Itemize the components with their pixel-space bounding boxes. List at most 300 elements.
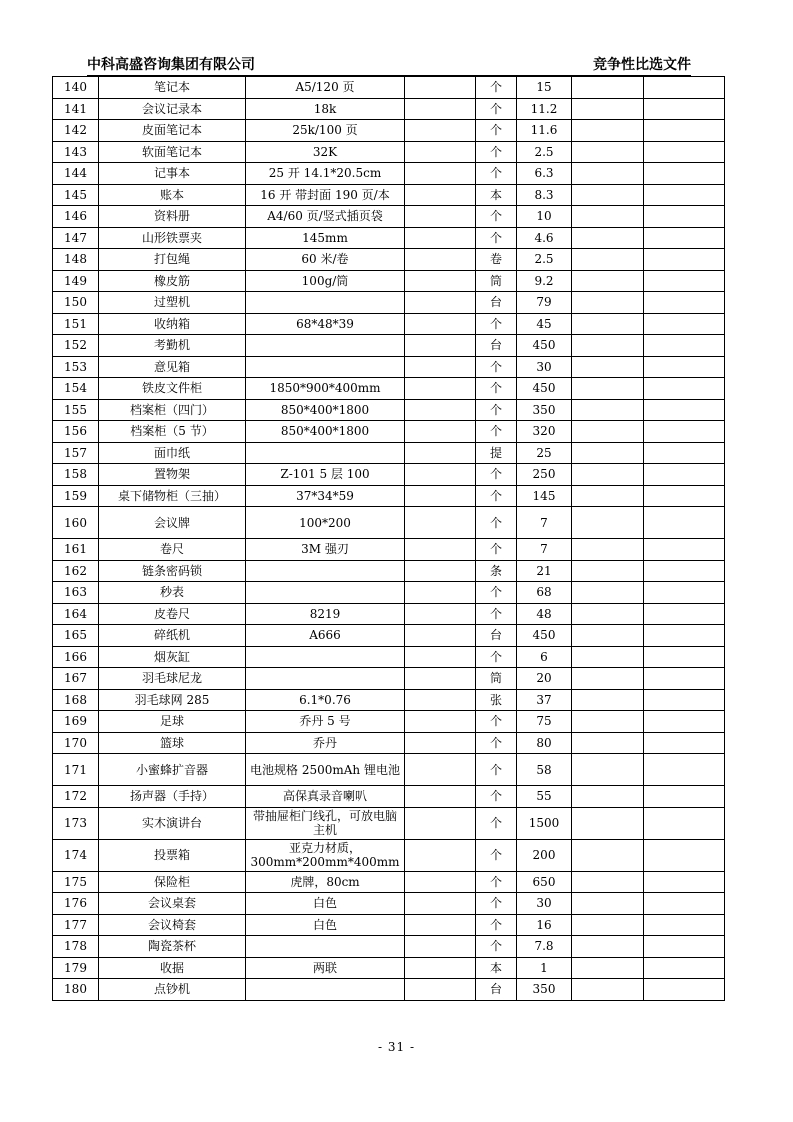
blank-cell <box>644 77 725 99</box>
blank-cell <box>572 582 644 604</box>
blank-cell <box>405 711 476 733</box>
blank-cell <box>405 120 476 142</box>
blank-cell <box>405 507 476 539</box>
item-name: 笔记本 <box>99 77 246 99</box>
item-price: 250 <box>517 464 572 486</box>
item-unit: 个 <box>476 807 517 839</box>
item-price: 200 <box>517 839 572 871</box>
blank-cell <box>405 98 476 120</box>
blank-cell <box>405 206 476 228</box>
item-price: 79 <box>517 292 572 314</box>
blank-cell <box>644 871 725 893</box>
blank-cell <box>644 313 725 335</box>
blank-cell <box>644 206 725 228</box>
item-price: 55 <box>517 786 572 808</box>
table-row <box>53 485 725 507</box>
item-unit: 台 <box>476 979 517 1001</box>
item-unit: 个 <box>476 754 517 786</box>
blank-cell <box>572 206 644 228</box>
item-name: 羽毛球尼龙 <box>99 668 246 690</box>
item-name: 意见箱 <box>99 356 246 378</box>
blank-cell <box>405 335 476 357</box>
blank-cell <box>644 356 725 378</box>
item-name: 收据 <box>99 957 246 979</box>
item-spec: 电池规格 2500mAh 锂电池 <box>246 754 405 786</box>
row-number: 144 <box>53 163 99 185</box>
table-row <box>53 292 725 314</box>
item-price: 75 <box>517 711 572 733</box>
row-number: 151 <box>53 313 99 335</box>
table-row <box>53 957 725 979</box>
blank-cell <box>405 292 476 314</box>
blank-cell <box>405 421 476 443</box>
row-number: 146 <box>53 206 99 228</box>
item-unit: 提 <box>476 442 517 464</box>
item-spec <box>246 442 405 464</box>
blank-cell <box>572 711 644 733</box>
blank-cell <box>644 732 725 754</box>
item-name: 卷尺 <box>99 539 246 561</box>
row-number: 176 <box>53 893 99 915</box>
blank-cell <box>405 839 476 871</box>
blank-cell <box>405 689 476 711</box>
item-name: 会议记录本 <box>99 98 246 120</box>
item-unit: 个 <box>476 539 517 561</box>
item-unit: 本 <box>476 957 517 979</box>
company-name: 中科高盛咨询集团有限公司 <box>87 57 255 73</box>
item-spec: 高保真录音喇叭 <box>246 786 405 808</box>
blank-cell <box>572 227 644 249</box>
item-price: 450 <box>517 625 572 647</box>
blank-cell <box>644 754 725 786</box>
item-spec: 6.1*0.76 <box>246 689 405 711</box>
item-unit: 个 <box>476 356 517 378</box>
item-name: 考勤机 <box>99 335 246 357</box>
item-price: 7 <box>517 539 572 561</box>
table-row <box>53 120 725 142</box>
item-spec: 虎牌，80cm <box>246 871 405 893</box>
item-name: 足球 <box>99 711 246 733</box>
item-spec: 145mm <box>246 227 405 249</box>
item-price: 30 <box>517 356 572 378</box>
blank-cell <box>572 378 644 400</box>
item-unit: 个 <box>476 120 517 142</box>
blank-cell <box>644 507 725 539</box>
table-row <box>53 356 725 378</box>
blank-cell <box>405 539 476 561</box>
blank-cell <box>572 668 644 690</box>
blank-cell <box>405 807 476 839</box>
blank-cell <box>644 292 725 314</box>
item-unit: 筒 <box>476 270 517 292</box>
item-unit: 台 <box>476 335 517 357</box>
item-spec: 白色 <box>246 914 405 936</box>
row-number: 157 <box>53 442 99 464</box>
blank-cell <box>644 582 725 604</box>
item-price: 11.6 <box>517 120 572 142</box>
blank-cell <box>644 539 725 561</box>
item-unit: 个 <box>476 313 517 335</box>
blank-cell <box>644 603 725 625</box>
blank-cell <box>572 625 644 647</box>
item-spec <box>246 646 405 668</box>
table-row <box>53 839 725 871</box>
row-number: 156 <box>53 421 99 443</box>
row-number: 170 <box>53 732 99 754</box>
blank-cell <box>405 249 476 271</box>
row-number: 169 <box>53 711 99 733</box>
item-price: 6 <box>517 646 572 668</box>
blank-cell <box>405 668 476 690</box>
blank-cell <box>572 807 644 839</box>
price-table <box>52 76 725 1001</box>
item-spec: 两联 <box>246 957 405 979</box>
item-price: 11.2 <box>517 98 572 120</box>
row-number: 148 <box>53 249 99 271</box>
blank-cell <box>405 399 476 421</box>
row-number: 143 <box>53 141 99 163</box>
item-price: 68 <box>517 582 572 604</box>
item-spec: 3M 强刃 <box>246 539 405 561</box>
blank-cell <box>644 227 725 249</box>
table-row <box>53 249 725 271</box>
blank-cell <box>572 957 644 979</box>
row-number: 141 <box>53 98 99 120</box>
blank-cell <box>405 936 476 958</box>
item-name: 过塑机 <box>99 292 246 314</box>
table-row <box>53 77 725 99</box>
blank-cell <box>572 464 644 486</box>
item-name: 记事本 <box>99 163 246 185</box>
blank-cell <box>644 270 725 292</box>
item-name: 桌下储物柜（三抽） <box>99 485 246 507</box>
item-name: 面巾纸 <box>99 442 246 464</box>
table-row <box>53 582 725 604</box>
item-price: 450 <box>517 378 572 400</box>
blank-cell <box>405 603 476 625</box>
item-unit: 台 <box>476 292 517 314</box>
blank-cell <box>644 914 725 936</box>
item-name: 扬声器（手持） <box>99 786 246 808</box>
row-number: 161 <box>53 539 99 561</box>
item-unit: 个 <box>476 582 517 604</box>
row-number: 164 <box>53 603 99 625</box>
table-row <box>53 893 725 915</box>
item-spec <box>246 560 405 582</box>
blank-cell <box>405 77 476 99</box>
table-row <box>53 464 725 486</box>
item-price: 45 <box>517 313 572 335</box>
row-number: 167 <box>53 668 99 690</box>
blank-cell <box>405 979 476 1001</box>
blank-cell <box>644 249 725 271</box>
blank-cell <box>405 163 476 185</box>
blank-cell <box>572 560 644 582</box>
item-unit: 个 <box>476 98 517 120</box>
item-price: 650 <box>517 871 572 893</box>
item-spec <box>246 356 405 378</box>
blank-cell <box>644 421 725 443</box>
blank-cell <box>572 839 644 871</box>
blank-cell <box>644 936 725 958</box>
table-row <box>53 732 725 754</box>
blank-cell <box>644 979 725 1001</box>
blank-cell <box>405 893 476 915</box>
table-row <box>53 560 725 582</box>
item-name: 陶瓷茶杯 <box>99 936 246 958</box>
item-unit: 个 <box>476 206 517 228</box>
blank-cell <box>644 98 725 120</box>
row-number: 171 <box>53 754 99 786</box>
blank-cell <box>405 646 476 668</box>
blank-cell <box>405 625 476 647</box>
blank-cell <box>572 313 644 335</box>
item-unit: 个 <box>476 485 517 507</box>
blank-cell <box>572 98 644 120</box>
item-unit: 个 <box>476 421 517 443</box>
item-spec: Z-101 5 层 100 <box>246 464 405 486</box>
blank-cell <box>405 227 476 249</box>
row-number: 159 <box>53 485 99 507</box>
item-name: 档案柜（5 节） <box>99 421 246 443</box>
item-spec: 乔丹 <box>246 732 405 754</box>
blank-cell <box>572 786 644 808</box>
item-spec: 850*400*1800 <box>246 399 405 421</box>
item-unit: 筒 <box>476 668 517 690</box>
item-unit: 个 <box>476 871 517 893</box>
item-price: 37 <box>517 689 572 711</box>
item-spec <box>246 979 405 1001</box>
row-number: 149 <box>53 270 99 292</box>
blank-cell <box>572 399 644 421</box>
item-spec: 25 开 14.1*20.5cm <box>246 163 405 185</box>
item-price: 1500 <box>517 807 572 839</box>
blank-cell <box>405 560 476 582</box>
blank-cell <box>405 141 476 163</box>
item-name: 碎纸机 <box>99 625 246 647</box>
item-unit: 卷 <box>476 249 517 271</box>
blank-cell <box>572 754 644 786</box>
item-name: 软面笔记本 <box>99 141 246 163</box>
blank-cell <box>572 184 644 206</box>
table-row <box>53 668 725 690</box>
blank-cell <box>644 646 725 668</box>
item-unit: 台 <box>476 625 517 647</box>
row-number: 147 <box>53 227 99 249</box>
item-spec: A4/60 页/竖式插页袋 <box>246 206 405 228</box>
table-row <box>53 807 725 839</box>
item-price: 10 <box>517 206 572 228</box>
row-number: 179 <box>53 957 99 979</box>
item-spec: A5/120 页 <box>246 77 405 99</box>
table-row <box>53 378 725 400</box>
item-unit: 张 <box>476 689 517 711</box>
item-spec: 16 开 带封面 190 页/本 <box>246 184 405 206</box>
table-row <box>53 936 725 958</box>
blank-cell <box>572 356 644 378</box>
row-number: 175 <box>53 871 99 893</box>
table-row <box>53 539 725 561</box>
item-name: 置物架 <box>99 464 246 486</box>
item-price: 7 <box>517 507 572 539</box>
row-number: 150 <box>53 292 99 314</box>
blank-cell <box>572 292 644 314</box>
item-spec: 32K <box>246 141 405 163</box>
blank-cell <box>572 421 644 443</box>
item-price: 21 <box>517 560 572 582</box>
item-price: 15 <box>517 77 572 99</box>
item-spec: 25k/100 页 <box>246 120 405 142</box>
table-row <box>53 871 725 893</box>
item-price: 48 <box>517 603 572 625</box>
blank-cell <box>644 184 725 206</box>
item-price: 350 <box>517 979 572 1001</box>
blank-cell <box>405 732 476 754</box>
blank-cell <box>644 442 725 464</box>
item-name: 秒表 <box>99 582 246 604</box>
blank-cell <box>572 485 644 507</box>
blank-cell <box>644 668 725 690</box>
item-name: 小蜜蜂扩音器 <box>99 754 246 786</box>
item-name: 点钞机 <box>99 979 246 1001</box>
table-row <box>53 754 725 786</box>
table-row <box>53 442 725 464</box>
item-unit: 个 <box>476 399 517 421</box>
blank-cell <box>572 871 644 893</box>
item-name: 收纳箱 <box>99 313 246 335</box>
blank-cell <box>644 464 725 486</box>
item-unit: 个 <box>476 893 517 915</box>
item-spec: 白色 <box>246 893 405 915</box>
item-name: 篮球 <box>99 732 246 754</box>
table-row <box>53 625 725 647</box>
item-spec: 68*48*39 <box>246 313 405 335</box>
table-row <box>53 399 725 421</box>
table-row <box>53 313 725 335</box>
item-spec: 850*400*1800 <box>246 421 405 443</box>
blank-cell <box>644 560 725 582</box>
item-name: 保险柜 <box>99 871 246 893</box>
blank-cell <box>405 485 476 507</box>
blank-cell <box>572 979 644 1001</box>
item-name: 链条密码锁 <box>99 560 246 582</box>
item-name: 橡皮筋 <box>99 270 246 292</box>
item-unit: 个 <box>476 507 517 539</box>
blank-cell <box>405 442 476 464</box>
blank-cell <box>572 270 644 292</box>
blank-cell <box>644 141 725 163</box>
item-price: 25 <box>517 442 572 464</box>
item-name: 会议牌 <box>99 507 246 539</box>
item-unit: 个 <box>476 378 517 400</box>
row-number: 180 <box>53 979 99 1001</box>
item-price: 1 <box>517 957 572 979</box>
table-row <box>53 914 725 936</box>
page-header <box>87 54 691 76</box>
blank-cell <box>405 754 476 786</box>
item-name: 皮面笔记本 <box>99 120 246 142</box>
blank-cell <box>644 689 725 711</box>
table-row <box>53 227 725 249</box>
blank-cell <box>572 120 644 142</box>
blank-cell <box>644 957 725 979</box>
row-number: 140 <box>53 77 99 99</box>
table-row <box>53 689 725 711</box>
blank-cell <box>644 120 725 142</box>
item-name: 投票箱 <box>99 839 246 871</box>
item-price: 9.2 <box>517 270 572 292</box>
blank-cell <box>405 957 476 979</box>
item-spec <box>246 292 405 314</box>
item-price: 4.6 <box>517 227 572 249</box>
row-number: 165 <box>53 625 99 647</box>
item-spec: 100g/筒 <box>246 270 405 292</box>
blank-cell <box>572 893 644 915</box>
item-spec: 乔丹 5 号 <box>246 711 405 733</box>
table-row <box>53 646 725 668</box>
row-number: 142 <box>53 120 99 142</box>
item-spec: 1850*900*400mm <box>246 378 405 400</box>
blank-cell <box>405 356 476 378</box>
item-price: 80 <box>517 732 572 754</box>
table-body <box>53 77 725 1001</box>
table-row <box>53 98 725 120</box>
item-price: 30 <box>517 893 572 915</box>
row-number: 177 <box>53 914 99 936</box>
item-name: 山形铁票夹 <box>99 227 246 249</box>
item-unit: 个 <box>476 77 517 99</box>
item-spec: 18k <box>246 98 405 120</box>
item-name: 档案柜（四门） <box>99 399 246 421</box>
item-name: 烟灰缸 <box>99 646 246 668</box>
page-number: - 31 - <box>377 1040 415 1054</box>
item-price: 2.5 <box>517 249 572 271</box>
row-number: 172 <box>53 786 99 808</box>
item-unit: 条 <box>476 560 517 582</box>
blank-cell <box>644 485 725 507</box>
row-number: 168 <box>53 689 99 711</box>
item-price: 320 <box>517 421 572 443</box>
table-row <box>53 603 725 625</box>
table-row <box>53 421 725 443</box>
item-price: 145 <box>517 485 572 507</box>
item-name: 实木演讲台 <box>99 807 246 839</box>
row-number: 178 <box>53 936 99 958</box>
table-row <box>53 711 725 733</box>
blank-cell <box>644 625 725 647</box>
item-spec <box>246 582 405 604</box>
blank-cell <box>644 335 725 357</box>
blank-cell <box>572 77 644 99</box>
blank-cell <box>572 163 644 185</box>
blank-cell <box>572 603 644 625</box>
item-price: 16 <box>517 914 572 936</box>
row-number: 155 <box>53 399 99 421</box>
row-number: 162 <box>53 560 99 582</box>
blank-cell <box>644 399 725 421</box>
blank-cell <box>644 163 725 185</box>
item-unit: 个 <box>476 786 517 808</box>
item-unit: 个 <box>476 646 517 668</box>
blank-cell <box>644 786 725 808</box>
row-number: 153 <box>53 356 99 378</box>
table-row <box>53 270 725 292</box>
row-number: 160 <box>53 507 99 539</box>
item-name: 账本 <box>99 184 246 206</box>
item-unit: 个 <box>476 141 517 163</box>
item-unit: 个 <box>476 163 517 185</box>
item-name: 资料册 <box>99 206 246 228</box>
